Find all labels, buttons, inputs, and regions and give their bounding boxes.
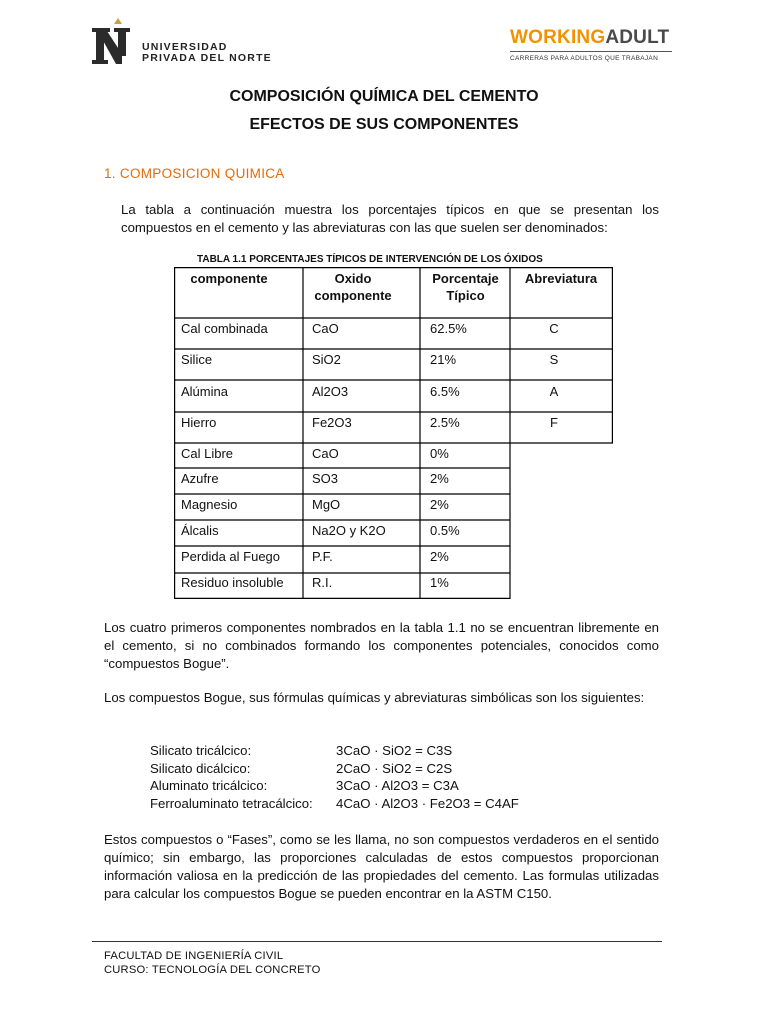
table-cell: R.I. [312, 575, 333, 590]
table-cell: Cal combinada [181, 321, 268, 336]
paragraph-fases: Estos compuestos o “Fases”, como se les llama, no son compuestos verdaderos en el sentido químico; sin embargo, las proporciones calculadas de estos compuestos proporcionan información valiosa en la predicción de las propiedades del cemento. Las formulas utilizadas para calcular los compuestos Bogue se pueden encontrar en la ASTM C150. [104, 832, 659, 901]
document-subtitle: EFECTOS DE SUS COMPONENTES [249, 116, 519, 133]
table-header-cell: Abreviatura [524, 271, 598, 286]
table-cell: 1% [430, 575, 449, 590]
compound-formula: 2CaO · SiO2 = C2S [336, 761, 453, 776]
document-title: COMPOSICIÓN QUÍMICA DEL CEMENTO [229, 88, 539, 105]
list-item [0, 760, 768, 778]
table-cell: P.F. [312, 549, 333, 564]
table-cell: S [549, 352, 559, 367]
table-cell: 2.5% [430, 415, 460, 430]
list-item [0, 795, 768, 813]
working-adult-logo [510, 28, 672, 62]
table-cell: 2% [430, 497, 449, 512]
compound-name: Aluminato tricálcico: [150, 778, 268, 793]
table-cell: Fe2O3 [312, 415, 352, 430]
footer-course: CURSO: TECNOLOGÍA DEL CONCRETO [104, 964, 321, 976]
table-header-cell: componente [190, 271, 268, 286]
compound-formula: 4CaO · Al2O3 · Fe2O3 = C4AF [336, 796, 519, 811]
table-cell: CaO [312, 446, 339, 461]
table-cell: 62.5% [430, 321, 467, 336]
table-cell: Al2O3 [312, 384, 349, 399]
compound-name: Silicato tricálcico: [150, 743, 252, 758]
university-emblem-icon [92, 14, 136, 64]
table-cell: Silice [181, 352, 213, 367]
university-logo [92, 10, 272, 66]
table-cell: Álcalis [181, 523, 219, 538]
table-header-cell: Oxido componente [314, 271, 392, 303]
footer-divider [92, 941, 662, 942]
table-cell: Azufre [181, 471, 219, 486]
table-cell: SiO2 [312, 352, 341, 367]
table-cell: MgO [312, 497, 341, 512]
table-cell: Na2O y K2O [312, 523, 386, 538]
list-item [0, 742, 768, 760]
compound-formula: 3CaO · Al2O3 = C3A [336, 778, 459, 793]
brand-title: WORKINGADULT [510, 27, 670, 48]
table-cell: 2% [430, 549, 449, 564]
table-cell: CaO [312, 321, 339, 336]
university-name: UNIVERSIDAD PRIVADA DEL NORTE [142, 41, 272, 64]
table-cell: Alúmina [181, 384, 228, 399]
composition-table [174, 267, 613, 599]
compound-formula: 3CaO · SiO2 = C3S [336, 743, 453, 758]
section-heading: 1. COMPOSICION QUIMICA [104, 166, 285, 181]
table-cell: SO3 [312, 471, 339, 486]
compound-name: Silicato dicálcico: [150, 761, 251, 776]
table-cell: F [550, 415, 558, 430]
table-cell: 2% [430, 471, 449, 486]
table-cell: 0.5% [430, 523, 460, 538]
paragraph-bogue-list-intro: Los compuestos Bogue, sus fórmulas químicas y abreviaturas simbólicas son los siguientes: [104, 690, 645, 705]
brand-divider [510, 51, 672, 52]
paragraph-bogue-intro: Los cuatro primeros componentes nombrados en la tabla 1.1 no se encuentran libremente en el cemento, si no combinados formando los componentes potenciales, conocidos como “compuestos Bogue”. [104, 620, 659, 671]
table-cell: Magnesio [181, 497, 238, 512]
table-cell: Cal Libre [181, 446, 234, 461]
table-cell: Residuo insoluble [181, 575, 284, 590]
list-item [0, 777, 768, 795]
table-cell: 6.5% [430, 384, 460, 399]
table-cell: C [549, 321, 559, 336]
footer-faculty: FACULTAD DE INGENIERÍA CIVIL [104, 950, 284, 962]
table-cell: 0% [430, 446, 449, 461]
table-cell: A [549, 384, 559, 399]
table-cell: 21% [430, 352, 457, 367]
table-caption: TABLA 1.1 PORCENTAJES TÍPICOS DE INTERVENCIÓN DE LOS ÓXIDOS [197, 254, 543, 265]
table-cell: Hierro [181, 415, 217, 430]
table-cell: Perdida al Fuego [181, 549, 281, 564]
table-header-cell: Porcentaje Típico [432, 271, 499, 303]
brand-tagline: CARRERAS PARA ADULTOS QUE TRABAJAN [510, 55, 659, 62]
compound-name: Ferroaluminato tetracálcico: [150, 796, 313, 811]
intro-paragraph: La tabla a continuación muestra los porcentajes típicos en que se presentan los compuestos en el cemento y las abreviaturas con las que suelen ser denominados: [121, 202, 659, 235]
